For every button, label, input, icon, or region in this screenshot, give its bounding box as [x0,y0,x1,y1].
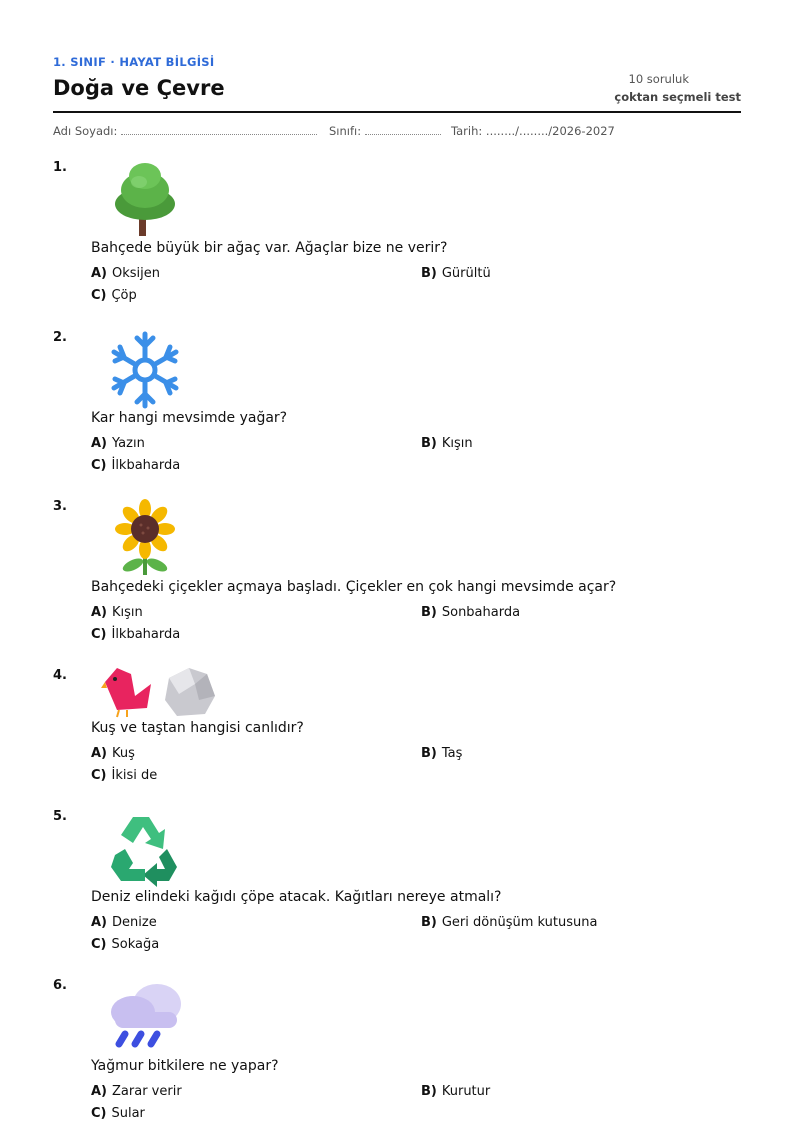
name-label: Adı Soyadı: [53,124,118,138]
header-divider [53,111,741,113]
option-text: Sonbaharda [441,605,521,620]
snowflake-icon [105,330,185,410]
option-label: A) [91,915,108,930]
option-label: A) [91,746,108,761]
option-text: Kuş [112,746,135,761]
rain-cloud-icon [105,978,185,1058]
option-label: A) [91,605,108,620]
option-label: C) [91,1106,107,1121]
subject-label: 1. SINIF · HAYAT BİLGİSİ [53,55,215,69]
option-a[interactable] [91,746,135,761]
class-field[interactable] [329,124,441,138]
class-label: Sınıfı: [329,124,362,138]
tree-icon [105,160,185,240]
option-label: B) [421,915,437,930]
option-text: İlkbaharda [111,458,181,473]
class-blank[interactable] [365,125,441,135]
option-text: Taş [441,746,463,761]
option-label: C) [91,627,107,642]
question-5 [53,809,753,969]
question-number: 2. [53,330,67,345]
sunflower-icon [105,499,185,579]
option-text: Oksijen [112,266,161,281]
option-label: C) [91,288,107,303]
bird-and-rock-icon [101,668,221,718]
question-text: Yağmur bitkilere ne yapar? [91,1058,279,1074]
name-blank[interactable] [121,125,317,135]
option-text: Sular [111,1106,145,1121]
option-b[interactable] [421,266,491,281]
option-text: Sokağa [111,937,160,952]
option-label: A) [91,266,108,281]
option-label: C) [91,768,107,783]
option-a[interactable] [91,605,143,620]
option-c[interactable] [91,288,137,303]
question-text: Bahçedeki çiçekler açmaya başladı. Çiçekler en çok hangi mevsimde açar? [91,579,617,595]
option-text: İlkbaharda [111,627,181,642]
question-number: 6. [53,978,67,993]
question-count: 10 soruluk [628,72,689,86]
option-label: C) [91,937,107,952]
question-6 [53,978,753,1138]
question-number: 4. [53,668,67,683]
question-number: 1. [53,160,67,175]
question-4 [53,668,753,828]
question-1 [53,160,753,320]
option-b[interactable] [421,1084,490,1099]
option-text: Zarar verir [112,1084,182,1099]
question-2 [53,330,753,490]
option-label: B) [421,605,437,620]
option-a[interactable] [91,915,157,930]
option-text: Kışın [441,436,473,451]
page-title: Doğa ve Çevre [53,76,225,100]
question-number: 3. [53,499,67,514]
option-text: Kurutur [441,1084,491,1099]
option-text: Gürültü [441,266,491,281]
option-text: Kışın [112,605,143,620]
date-field [451,124,615,138]
question-text: Kuş ve taştan hangisi canlıdır? [91,720,304,736]
option-a[interactable] [91,1084,182,1099]
question-3 [53,499,753,659]
option-label: A) [91,1084,108,1099]
option-label: B) [421,1084,437,1099]
option-c[interactable] [91,627,180,642]
option-label: B) [421,746,437,761]
option-text: İkisi de [111,768,158,783]
option-label: C) [91,458,107,473]
option-b[interactable] [421,915,597,930]
option-label: B) [421,266,437,281]
option-b[interactable] [421,605,520,620]
question-text: Kar hangi mevsimde yağar? [91,410,288,426]
option-label: A) [91,436,108,451]
option-label: B) [421,436,437,451]
option-c[interactable] [91,1106,145,1121]
option-text: Çöp [111,288,137,303]
question-number: 5. [53,809,67,824]
option-c[interactable] [91,937,159,952]
option-b[interactable] [421,436,473,451]
test-type: çoktan seçmeli test [614,90,741,104]
option-text: Geri dönüşüm kutusuna [441,915,598,930]
option-c[interactable] [91,458,180,473]
option-text: Denize [112,915,157,930]
option-b[interactable] [421,746,462,761]
option-c[interactable] [91,768,157,783]
question-text: Bahçede büyük bir ağaç var. Ağaçlar bize ne verir? [91,240,448,256]
option-text: Yazın [112,436,145,451]
date-value: ......../......../2026-2027 [485,124,615,138]
name-field[interactable] [53,124,317,138]
option-a[interactable] [91,436,145,451]
question-text: Deniz elindeki kağıdı çöpe atacak. Kağıtları nereye atmalı? [91,889,502,905]
recycle-icon [105,809,185,889]
option-a[interactable] [91,266,160,281]
date-label: Tarih: [451,124,483,138]
